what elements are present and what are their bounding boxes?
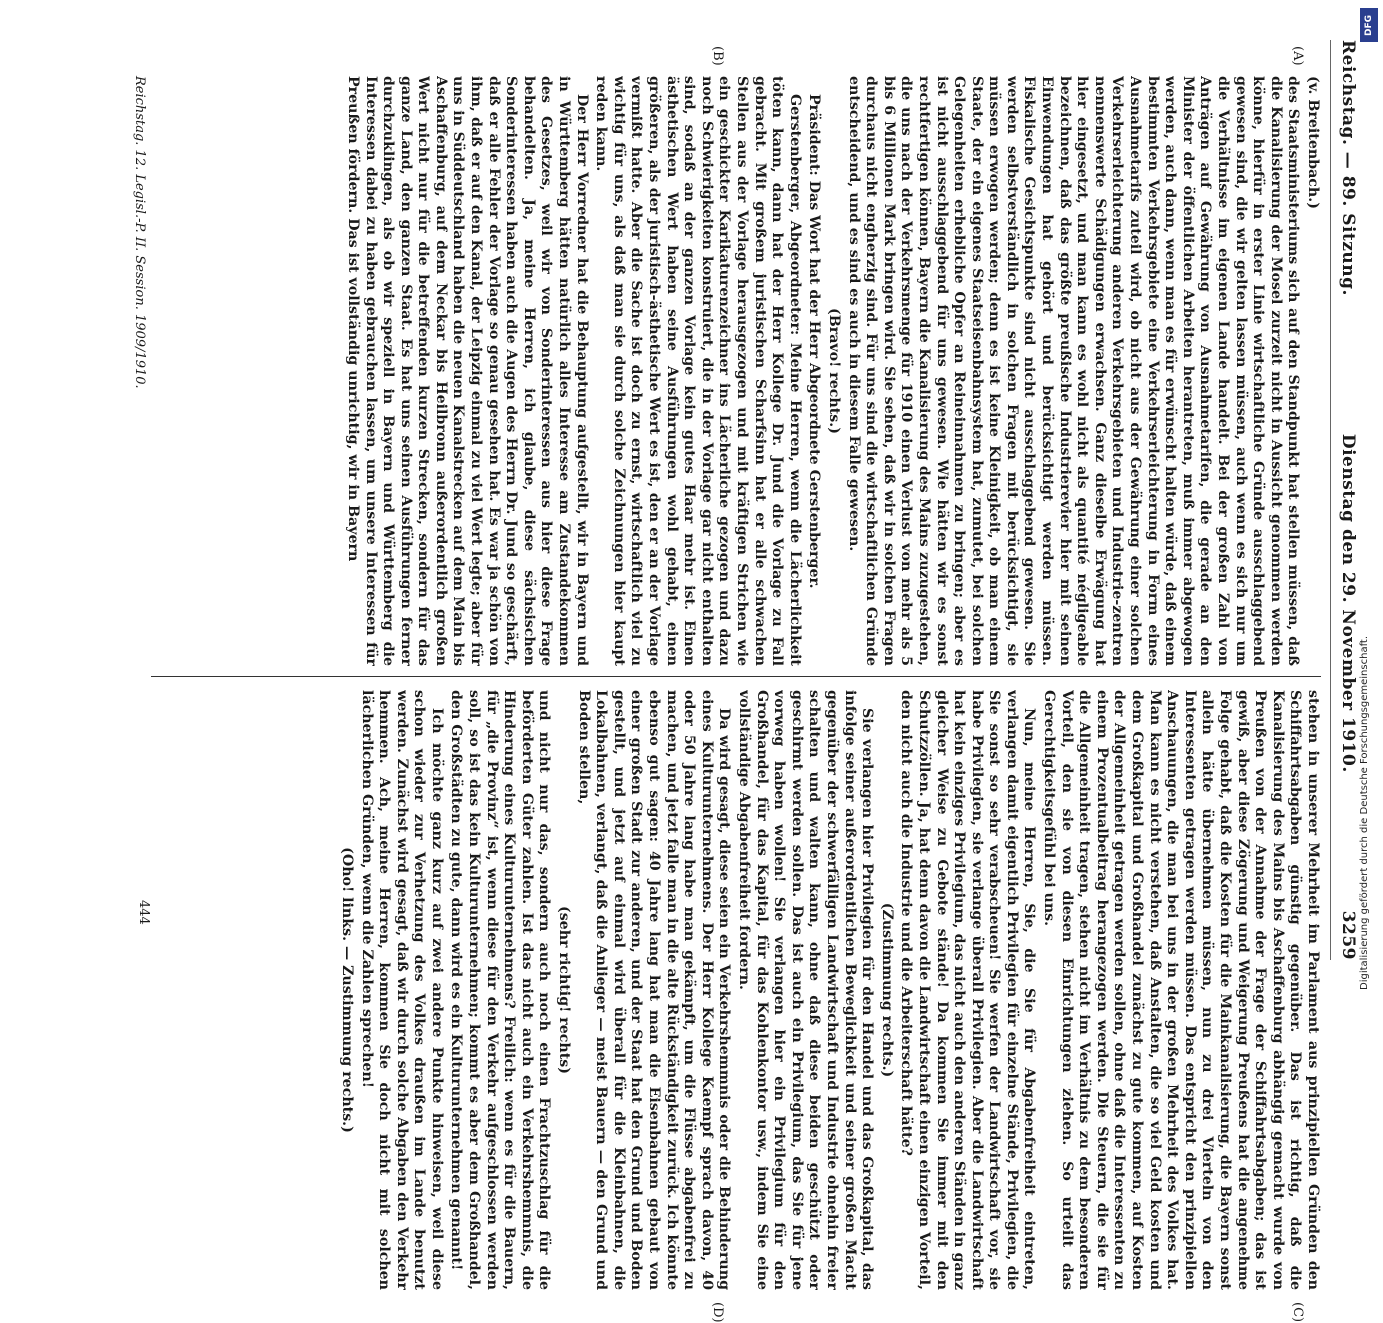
footer-sheet-number: 444: [136, 900, 151, 925]
margin-mark-a: (A): [1290, 46, 1305, 66]
margin-mark-b: (B): [710, 46, 725, 66]
header-date: Dienstag den 29. November 1910.: [1338, 433, 1358, 773]
applause-zustimmung: (Zustimmung rechts.): [878, 902, 895, 1078]
digitization-note-text: Digitalisierung gefördert durch die Deutsche Forschungsgemeinschaft.: [1359, 635, 1370, 990]
president-statement: Präsident: Das Wort hat der Herr Abgeordnete Gerstenberger.: [806, 94, 823, 589]
applause-oho: (Oho! links. — Zustimmung rechts.): [338, 847, 355, 1133]
speaker-continuation-label: (v. Breitenbach.): [1305, 76, 1321, 209]
digitization-note: [1355, 0, 1383, 1000]
column-divider: [151, 676, 1321, 677]
footer-session-info: Reichstag. 12. Legisl.-P. II. Session. 1909/1910.: [132, 76, 147, 389]
dfg-logo: DFG: [1360, 8, 1378, 42]
speech-paragraph-2: Der Herr Vorredner hat die Behauptung aufgestellt, wir in Bayern und in Württemberg hätten natürlich alles Interesse am Zustandekommen des Gesetzes, weil wir von Sonderinteressen aus hier diese Frage behandelten. Ja, meine Herren, ich glaube, diese sächsischen Sonderinteressen haben auch die Augen des Herrn Dr. Jund so geschärft, daß er alle Fehler der Vorlage so genau gesehen hat. Es war ja schön von ihm, daß er auf den Kanal, der Leipzig einmal zu viel Wert legte; aber für uns in Süddeutschland haben die neuen Kanalstrecken auf dem Main bis Aschaffenburg, auf dem Neckar bis Heilbronn außerordentlich großen Wert nicht nur für die betreffenden kurzen Strecken, sondern für das ganze Land, den ganzen Staat. Es hat uns seinen Ausführungen ferner durchzuklingen, als ob wir speziell in Bayern und Württemberg die Interessen dabei zu haben gebrauchen lassen, um unsere Interessen für Preußen fördern. Das ist vollständig unrichtig, wir in Bayern: [344, 76, 590, 666]
right-paragraph-6: Ich möchte ganz kurz auf zwei andere Punkte hinweisen, weil diese schon wieder zur Verhetzung des Volkes draußen im Lande benutzt werden. Zunächst wird gesagt, daß wir durch solche Abgaben den Verkehr hemmen. Ach, meine Herren, kommen Sie doch nicht mit solchen lächerlichen Gründen, wenn die Zahlen sprechen!: [358, 690, 445, 1290]
right-paragraph-4: Da wird gesagt, diese seien ein Verkehrshemmnis oder die Behinderung eines Kulturunternehmens. Der Herr Kollege Kaempf sprach davon, 40 oder 50 Jahre lang habe man gekämpft, um die Flüsse abgabenfrei zu machen, und jetzt falle man in die alte Rückständigkeit zurück. Ich könnte ebenso gut sagen: 40 Jahre lang hat man die Eisenbahnen gebaut von einer großen Stadt zur anderen, und der Staat hat den Grund und Boden gestellt, und jetzt auf einmal wird überall für die Kleinbahnen, die Lokalbahnen, verlangt, daß die Anlieger — meist Bauern — den Grund und Boden stellen,: [575, 690, 733, 1290]
header-left: Reichstag. — 89. Sitzung.: [1338, 40, 1358, 296]
margin-mark-c: (C): [1290, 1302, 1305, 1323]
right-paragraph-2: Nun, meine Herren, Sie, die Sie für Abgabenfreiheit eintreten, verlangen damit eigentlich Privilegien für einzelne Stände, Privilegien, die Sie sonst so sehr verabscheuen! Sie werfen der Landwirtschaft vor, sie habe Privilegien, sie verlange überall Privilegien. Aber die Landwirtschaft hat kein einziges Privilegium, das nicht auch den anderen Ständen in ganz gleicher Weise zu Gebote stände! Da kommen Sie immer mit den Schutzzöllen. Ja, hat denn davon die Landwirtschaft einen einzigen Vorteil, den nicht auch die Industrie und die Arbeiterschaft hätte?: [898, 690, 1038, 1290]
right-paragraph-5: und nicht nur das, sondern auch noch einen Frachtzuschlag für die beförderten Güter zahlen. Ist das nicht auch ein Verkehrshemmnis, die Hinderung eines Kulturunternehmens? Freilich: wenn es für die Bauern, für „die Provinz“ ist, wenn diese für den Verkehr aufgeschlossen werden soll, so ist das kein Kulturunternehmen; kommt es aber dem Großhandel, den Großstädten zu gute, dann wird es ein Kulturunternehmen genannt!: [448, 690, 553, 1290]
left-column: [151, 76, 1321, 666]
right-column: [151, 690, 1321, 1290]
applause-sehr-richtig: (sehr richtig! rechts): [556, 905, 573, 1074]
left-paragraph-1: des Staatsministeriums sich auf den Standpunkt hat stellen müssen, daß die Kanalisierung der Mosel zurzeit nicht in Aussicht genommen werden könne, hierfür in erster Linie wirtschaftliche Gründe ausschlaggebend gewesen sind, die wir gelten lassen müssen, auch wenn es sich nur um die Verhältnisse im eigenen Lande handelt. Bei der großen Zahl von Anträgen auf Gewährung von Ausnahmetarifen, die gerade an den Minister der öffentlichen Arbeiten herantreten, muß immer abgewogen werden, auch dann, wenn man es für erwünscht halten würde, daß einem bestimmten Verkehrsgebiete eine Verkehrserleichterung in Form eines Ausnahmetarifs zuteil wird, ob nicht aus der Gewährung einer solchen Verkehrserleichterung anderen Verkehrsgebieten und Industrie-zentren nennenswerte Schädigungen erwachsen. Ganz dieselbe Erwägung hat hier eingesetzt, und man kann es wohl nicht als quantité négligeable bezeichnen, daß das größte preußische Industrierevier hier mit seinen Einwendungen hat gehört und berücksichtigt werden müssen. Fiskalische Gesichtspunkte sind nicht ausschlaggebend gewesen. Sie werden selbstverständlich in solchen Fragen mit berücksichtigt, sie müssen erwogen werden; denn es ist keine Kleinigkeit, ob man einem Staate, der ein eigenes Staatseisenbahnsystem hat, zumutet, bei solchen Gelegenheiten erhebliche Opfer an Reineinnahmen zu bringen; aber es ist nicht ausschlaggebend für uns gewesen. Wie hätten wir es sonst rechtfertigen können, Bayern die Kanalisierung des Mains zuzugestehen, die uns nach der Verkehrsmenge für 1910 einen Verlust von mehr als 5 bis 6 Millionen Mark bringen wird. Sie sehen, daß wir in solchen Fragen durchaus nicht engherzig sind. Für uns sind die wirtschaftlichen Gründe entscheidend, und es sind es auch in diesem Falle gewesen.: [845, 76, 1302, 666]
margin-mark-d: (D): [710, 1302, 725, 1323]
applause-bravo: (Bravo! rechts.): [825, 308, 842, 434]
right-paragraph-1: stehen in unserer Mehrheit im Parlament aus prinzipiellen Gründen den Schiffahrtsabgaben günstig gegenüber. Das ist richtig, daß die Kanalisierung des Mains bis Aschaffenburg abhängig gemacht wurde von Preußen von der Annahme der Frage der Schiffahrtsabgaben; das ist gewiß, aber diese Zögerung und Weigerung Preußens hat die angenehme Folge gehabt, daß die Kosten für die Mainkanalisierung, die Bayern sonst allein hätte übernehmen müssen, nun zu drei Vierteln von den Interessenten getragen werden müssen. Das entspricht den prinzipiellen Anschauungen, die man bei uns in der großen Mehrheit des Volkes hat. Man kann es nicht verstehen, daß Anstalten, die so viel Geld kosten und dem Großkapital und Großhandel zunächst zu gute kommen, auf Kosten der Allgemeinheit getragen werden sollen, ohne daß die Interessenten zu einem Prozentualbeitrag herangezogen werden. Die Steuern, die sie für die Allgemeinheit tragen, stehen nicht im Verhältnis zu dem besonderen Vorteil, den sie von diesen Einrichtungen ziehen. So urteilt das Gerechtigkeitsgefühl bei uns.: [1041, 690, 1321, 1290]
header-page-number: 3259: [1338, 910, 1358, 960]
speech-paragraph-1: Gerstenberger, Abgeordneter: Meine Herren, wenn die Lächerlichkeit töten kann, dann hat der Herr Kollege Dr. Jund die Vorlage zu Fall gebracht. Mit großem juristischen Scharfsinn hat er alle schwachen Stellen aus der Vorlage herausgezogen und mit kräftigen Strichen wie ein geschickter Karikaturenzeichner ins Lächerliche gezogen und dazu noch Schwierigkeiten konstruiert, die in der Vorlage gar nicht enthalten sind, sodaß an der ganzen Vorlage kein gutes Haar mehr ist. Einen ästhetischen Wert haben seine Ausführungen wohl gehabt, einen größeren, als der juristisch-ästhetische Wert es ist, den er an der Vorlage vermißt hatte. Aber die Sache ist doch zu ernst, wirtschaftlich viel zu wichtig für uns, als daß man sie durch solche Zeichnungen hier kaupt reden kann.: [593, 76, 803, 666]
right-paragraph-3: Sie verlangen hier Privilegien für den Handel und das Großkapital, das infolge seiner außerordentlichen Beweglichkeit und seiner großen Macht gegenüber der schwerfälligen Landwirtschaft und Industrie ohnehin freier schalten und walten kann, ohne daß diese beiden geschützt oder geschirmt werden sollen. Das ist auch ein Privilegium, das Sie für jene vorweg haben wollen! Sie verlangen hier ein Privilegium für den Großhandel, für das Kapital, für das Kohlenkontor usw., indem Sie eine vollständige Abgabenfreiheit fordern.: [736, 690, 876, 1290]
